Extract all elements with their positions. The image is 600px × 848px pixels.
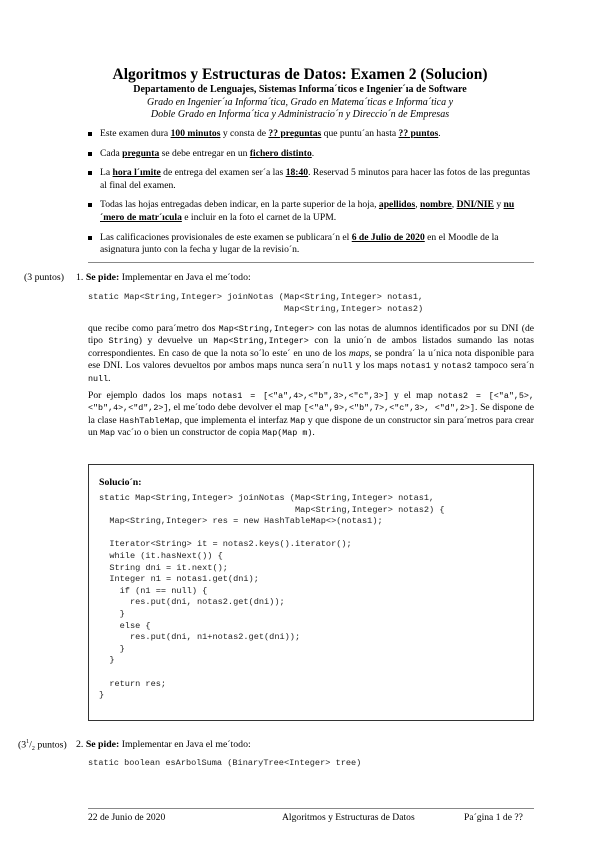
text-run: Las calificaciones provisionales de este examen se publicara´n el: [100, 231, 352, 243]
solution-box: [88, 464, 534, 721]
text-run: ) y devuelve un: [138, 335, 214, 347]
italic-text: maps: [348, 347, 370, 359]
text-run: . Se dispone de la clase: [88, 402, 534, 426]
emphasis-text: pregunta: [122, 147, 160, 159]
instruction-item: [88, 232, 534, 257]
text-run: Cada: [100, 147, 123, 159]
inline-code: notas2: [441, 361, 472, 372]
text-run: .: [108, 372, 111, 384]
text-run: e incluir en la foto el carnet de la UPM.: [181, 211, 337, 223]
inline-code: Map(Map m): [262, 428, 313, 439]
department-line: Departamento de Lenguajes, Sistemas Informa´ticos e Ingenier´ıa de Software: [133, 84, 467, 95]
footer-page: Pa´gina 1 de ??: [464, 812, 523, 823]
emphasis-text: hora l´ımite: [112, 167, 161, 179]
exam-title: Algoritmos y Estructuras de Datos: Examen 2 (Solucion): [112, 66, 488, 83]
emphasis-text: 6 de Julio de 2020: [351, 231, 425, 243]
text-run: , que implementa el interfaz: [179, 414, 291, 426]
text-run: y los maps: [352, 360, 401, 372]
q2-heading: [76, 739, 251, 750]
text-run: con la unio´n de ambos listados sumando las notas correspondientes. En caso de que la nota so´lo este´ en uno de los: [88, 335, 534, 359]
text-run: en el Moodle de la asignatura junto con la fecha y lugar de la revisio´n.: [100, 231, 499, 256]
q1-example: [88, 390, 534, 440]
instructions-list: [88, 128, 534, 264]
footer-course: Algoritmos y Estructuras de Datos: [282, 812, 415, 823]
inline-code: notas2 = [<"a",5>,<"b",4>,<"d",2>]: [88, 391, 534, 414]
emphasis-text: ?? puntos: [398, 128, 439, 139]
footer-divider: [88, 808, 534, 809]
bullet-icon: [88, 171, 92, 175]
text-run: que recibe como para´metro dos: [88, 323, 219, 334]
text-run: .: [312, 427, 315, 439]
text-run: de entrega del examen ser´a las: [160, 167, 286, 179]
inline-code: HashTableMap: [119, 415, 180, 426]
text-run: ,: [451, 199, 457, 211]
q1-points: (3 puntos): [24, 272, 65, 283]
instruction-item: [88, 199, 534, 224]
text-run: y: [493, 199, 504, 211]
bullet-icon: [88, 152, 92, 156]
inline-code: Map<String,Integer>: [218, 324, 315, 334]
q1-prompt: Implementar en Java el me´todo:: [119, 272, 251, 283]
text-run: Este examen dura: [100, 128, 171, 139]
q1-signature: static Map<String,Integer> joinNotas (Map<String,Integer> notas1, Map<String,Integer> notas2): [88, 292, 424, 314]
q1-number: 1.: [76, 272, 84, 283]
inline-code: Map: [100, 428, 116, 439]
degree-line-2: Doble Grado en Informa´tica y Administracio´n y Direccio´n de Empresas: [150, 109, 450, 120]
bullet-icon: [88, 203, 92, 207]
text-run: y el map: [388, 390, 438, 401]
emphasis-text: fichero distinto: [249, 147, 312, 159]
text-run: Todas las hojas entregadas deben indicar, en la parte superior de la hoja,: [100, 199, 379, 211]
degree-line-1: Grado en Ingenier´ıa Informa´tica, Grado en Matema´ticas e Informa´tica y: [146, 97, 454, 108]
instruction-item: [88, 148, 534, 161]
instruction-item: [88, 167, 534, 192]
inline-code: Map: [290, 415, 306, 426]
emphasis-text: ?? preguntas: [268, 128, 322, 139]
text-run: tampoco sera´n: [471, 360, 535, 372]
text-run: ,: [415, 199, 420, 211]
text-run: que puntu´an hasta: [321, 128, 399, 139]
inline-code: String: [108, 336, 139, 347]
text-run: .: [311, 147, 315, 159]
emphasis-text: DNI/NIE: [456, 199, 494, 211]
q1-heading: [76, 272, 251, 283]
bullet-icon: [88, 236, 92, 240]
text-run: con las notas de alumnos identificados por su DNI (de tipo: [88, 323, 534, 347]
q2-se-pide: Se pide:: [85, 739, 120, 750]
text-run: se debe entregar en un: [159, 147, 250, 159]
divider: [88, 262, 534, 263]
emphasis-text: 18:40: [285, 167, 309, 179]
inline-code: Map<String,Integer>: [213, 336, 309, 347]
inline-code: null: [88, 373, 109, 384]
emphasis-text: nu´mero de matr´ıcula: [100, 199, 515, 223]
inline-code: null: [332, 361, 353, 372]
emphasis-text: nombre: [419, 199, 452, 211]
inline-code: notas1 = [<"a",4>,<"b",3>,<"c",3>]: [212, 391, 389, 401]
text-run: .: [438, 128, 441, 139]
bullet-icon: [88, 132, 92, 136]
q1-se-pide: Se pide:: [85, 272, 120, 283]
q2-number: 2.: [76, 739, 84, 750]
q2-points: ($3^1/_2$ puntos): [18, 739, 67, 753]
q1-description: [88, 323, 534, 385]
q2-prompt: Implementar en Java el me´todo:: [119, 739, 251, 750]
q2-signature: static boolean esArbolSuma (BinaryTree<Integer> tree): [88, 758, 362, 768]
inline-code: [<"a",9>,<"b",7>,<"c",3>, <"d",2>]: [303, 403, 475, 414]
text-run: Por ejemplo dados los maps: [88, 390, 213, 401]
text-run: y: [430, 360, 442, 372]
instruction-item: [88, 128, 534, 141]
footer-date: 22 de Junio de 2020: [88, 812, 166, 823]
emphasis-text: apellidos: [378, 199, 416, 211]
text-run: y que dispone de un constructor sin para´metros para crear un: [88, 414, 534, 439]
text-run: La: [100, 167, 113, 179]
inline-code: notas1: [400, 361, 431, 372]
solution-code: static Map<String,Integer> joinNotas (Map<String,Integer> notas1, Map<String,Integer> notas2) { Map<String,Integer> res = new HashTableMap<>(notas1); Iterator<String> it = notas2.keys().iterator(); while (it.hasNext()) { String dni = it.next(); Integer n1 = notas1.get(dni); if (n1 == null) { res.put(dni, notas2.get(dni)); } else { res.put(dni, n1+notas2.get(dni)); } } return res; }: [99, 493, 445, 701]
text-run: . Reservad 5 minutos para hacer las fotos de las preguntas al final del examen.: [100, 167, 530, 191]
text-run: vac´ıo o bien un constructor de copia: [115, 427, 263, 439]
text-run: y consta de: [220, 128, 269, 139]
text-run: , el me´todo debe devolver el map: [168, 402, 304, 414]
text-run: , se pondra´ la u´nica nota disponible para ese DNI. Los valores devueltos por ambos maps nunca sera´n: [88, 347, 534, 372]
solution-title: Solucio´n:: [99, 477, 142, 488]
emphasis-text: 100 minutos: [170, 128, 221, 139]
